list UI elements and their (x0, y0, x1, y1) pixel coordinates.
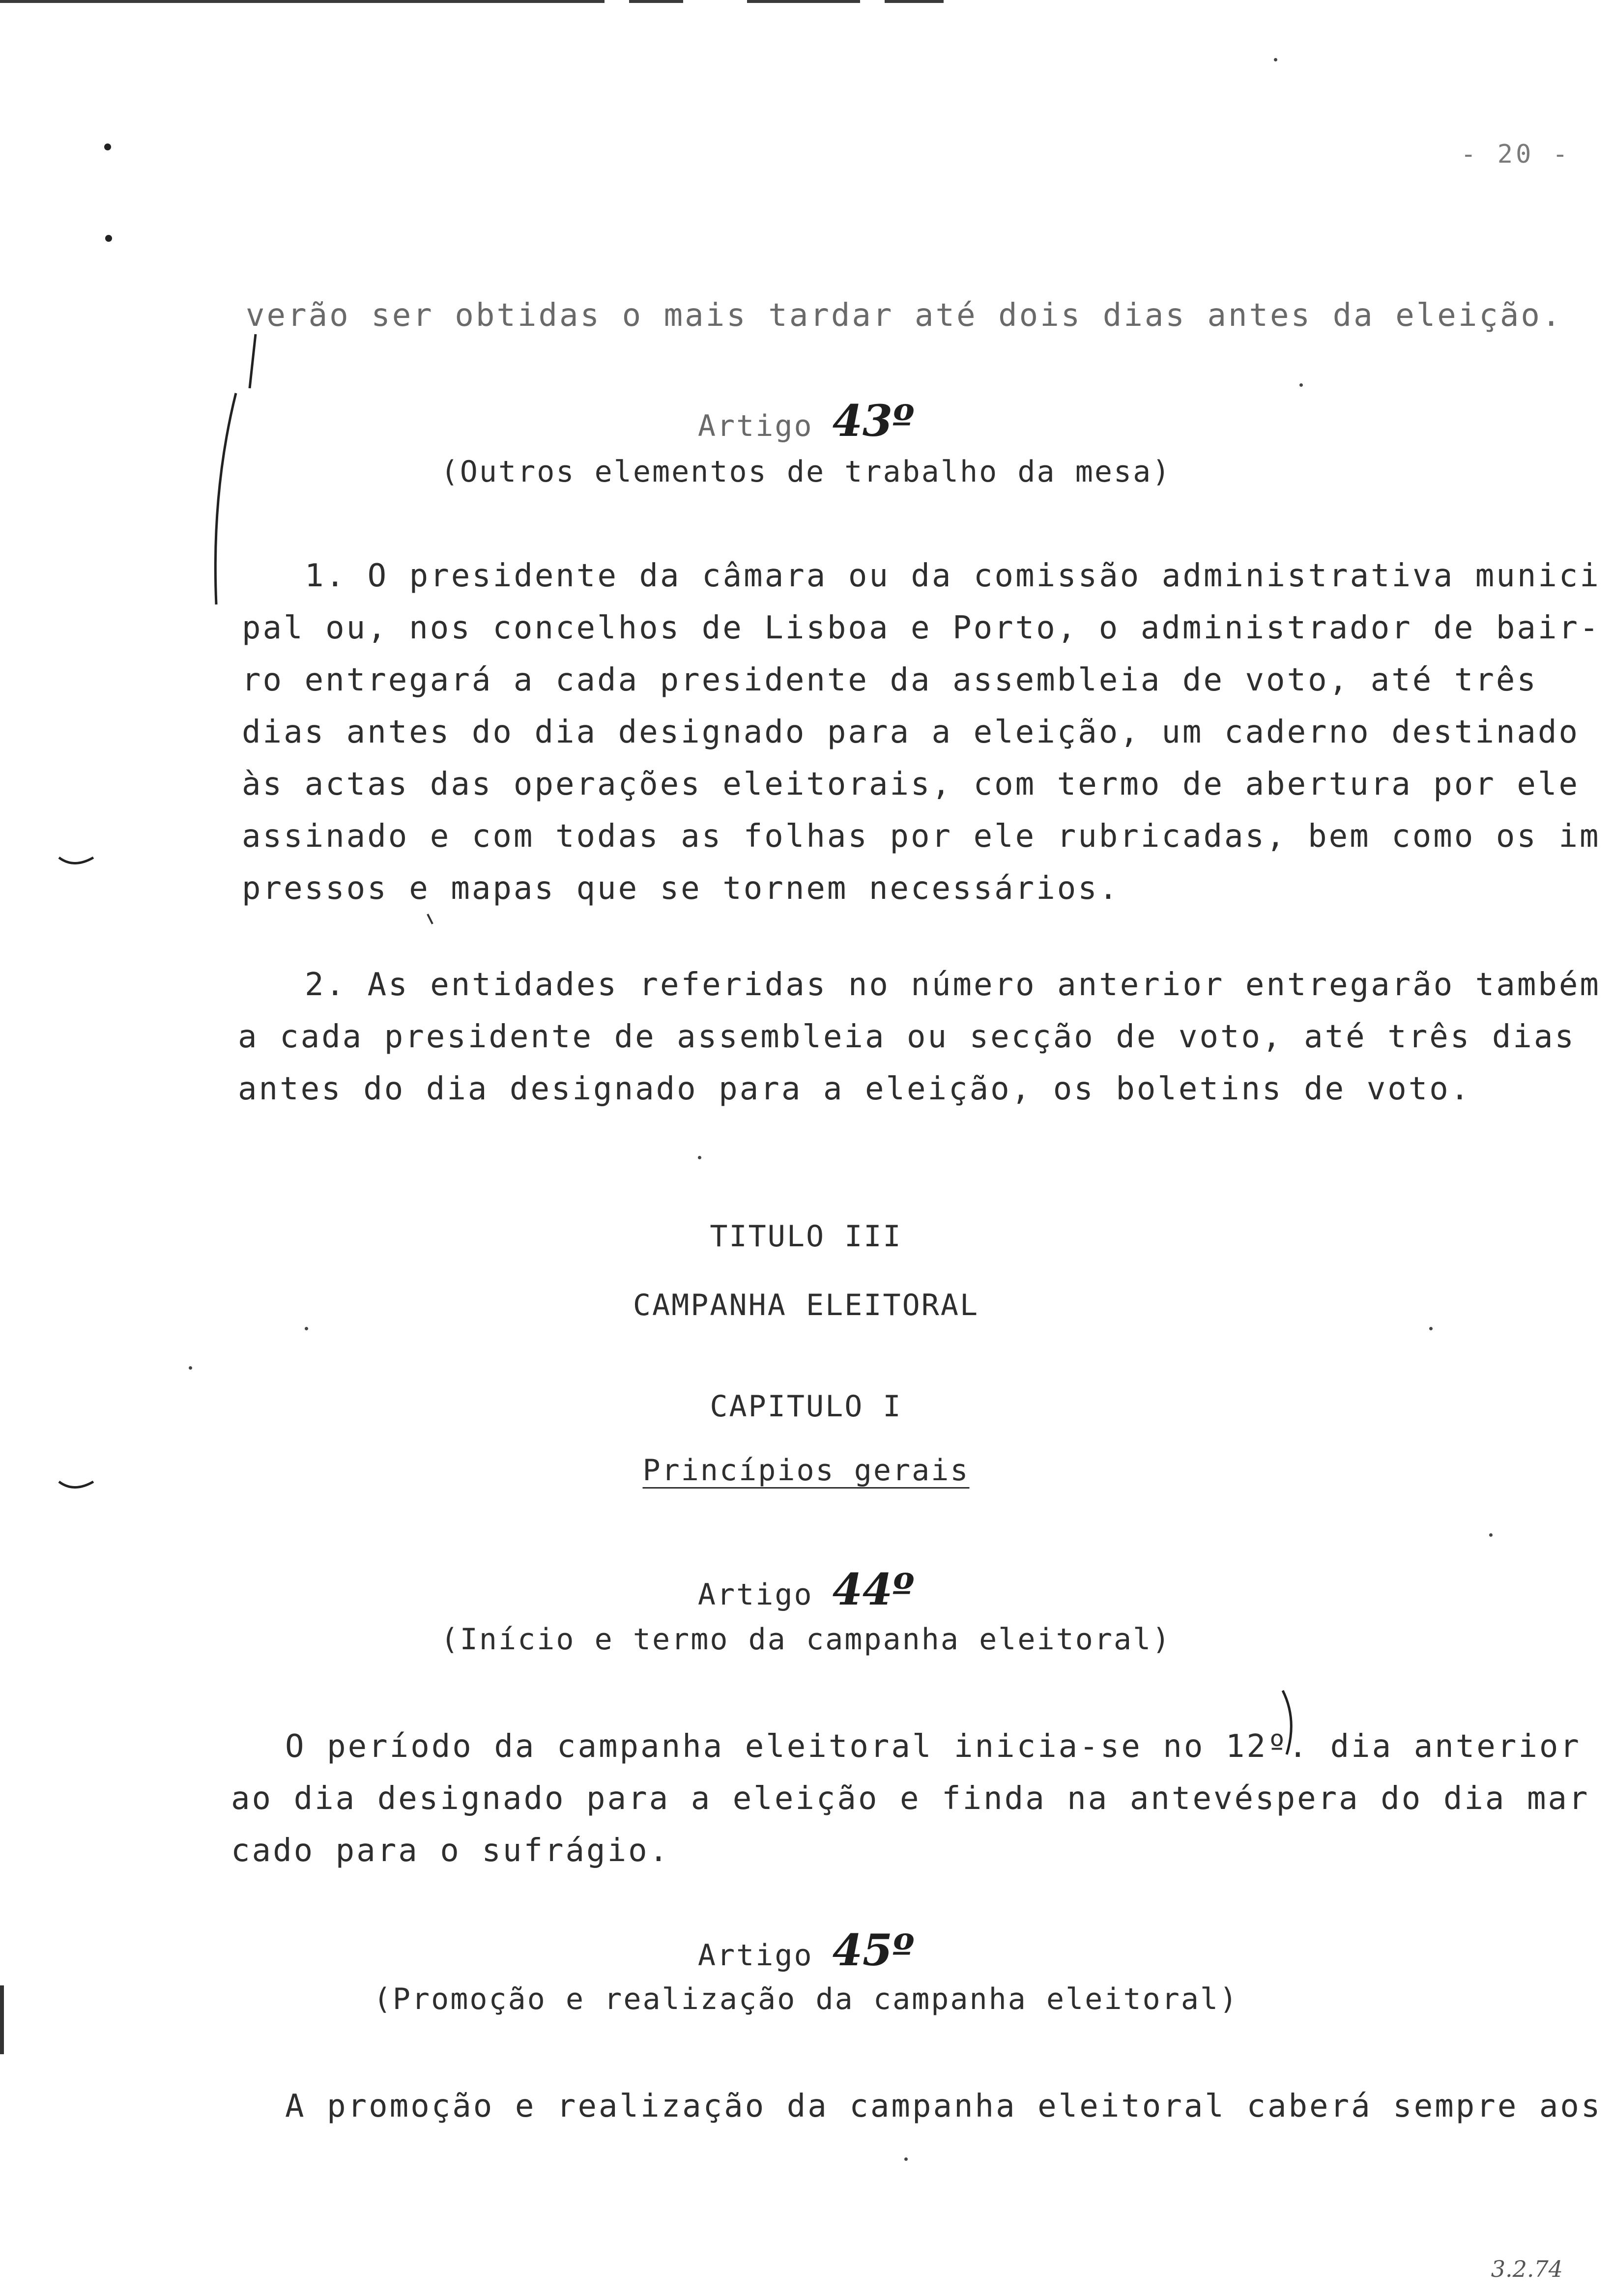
article-44-title: (Início e termo da campanha eleitoral) (440, 1622, 1172, 1657)
article-number-handwritten: 45º (832, 1924, 915, 1976)
speck (1274, 58, 1277, 61)
speck (305, 1327, 308, 1330)
capitulo-name (0, 1453, 1612, 1488)
article-43-para2-line: a cada presidente de assembleia ou secção de voto, até três dias (238, 1019, 1576, 1055)
speck (1429, 1327, 1433, 1330)
article-label: Artigo (697, 1938, 813, 1973)
article-43-para1-line: pal ou, nos concelhos de Lisboa e Porto, o administrador de bair- (242, 610, 1601, 646)
article-43-para1-line: pressos e mapas que se tornem necessários. (242, 870, 1120, 907)
article-45-para-line: A promoção e realização da campanha eleitoral caberá sempre aos (285, 2088, 1602, 2124)
article-43-heading (0, 395, 1612, 446)
continuation-text: verão ser obtidas o mais tardar até dois dias antes da eleição. (246, 297, 1563, 334)
article-45-heading (0, 1924, 1612, 1976)
article-43-para2-line: antes do dia designado para a eleição, os boletins de voto. (238, 1071, 1471, 1107)
speck (1299, 383, 1303, 387)
article-number-handwritten: 43º (832, 395, 915, 446)
capitulo-label: CAPITULO I (710, 1389, 902, 1424)
page-number: - 20 - (1461, 140, 1571, 169)
article-number-handwritten: 44º (832, 1564, 915, 1615)
article-43-para2-line: 2. As entidades referidas no número anterior entregarão também (305, 967, 1601, 1003)
article-43-para1-line: 1. O presidente da câmara ou da comissão administrativa munici (305, 558, 1601, 594)
article-43-para1-line: ro entregará a cada presidente da assembleia de voto, até três (242, 662, 1538, 698)
article-44-heading (0, 1564, 1612, 1615)
capitulo-name-text: Princípios gerais (642, 1453, 970, 1488)
speck (698, 1156, 701, 1159)
article-45-title: (Promoção e realização da campanha eleitoral) (373, 1982, 1239, 2016)
speck (904, 2157, 908, 2161)
article-label: Artigo (697, 409, 813, 443)
speck (189, 1366, 192, 1370)
speck (1489, 1533, 1493, 1537)
article-44-para-line: ao dia designado para a eleição e finda na antevéspera do dia mar (231, 1780, 1590, 1817)
titulo-label: TITULO III (710, 1219, 902, 1254)
article-44-para-line: O período da campanha eleitoral inicia-se no 12º. dia anterior (285, 1728, 1581, 1765)
article-43-para1-line: assinado e com todas as folhas por ele rubricadas, bem como os im (242, 818, 1601, 855)
article-43-title: (Outros elementos de trabalho da mesa) (440, 455, 1172, 489)
footer-mark: 3.2.74 (1491, 2256, 1563, 2282)
article-label: Artigo (697, 1578, 813, 1612)
article-43-para1-line: dias antes do dia designado para a eleição, um caderno destinado (242, 714, 1580, 750)
titulo-name: CAMPANHA ELEITORAL (633, 1288, 979, 1322)
article-43-para1-line: às actas das operações eleitorais, com termo de abertura por ele (242, 766, 1580, 803)
article-44-para-line: cado para o sufrágio. (231, 1833, 670, 1869)
